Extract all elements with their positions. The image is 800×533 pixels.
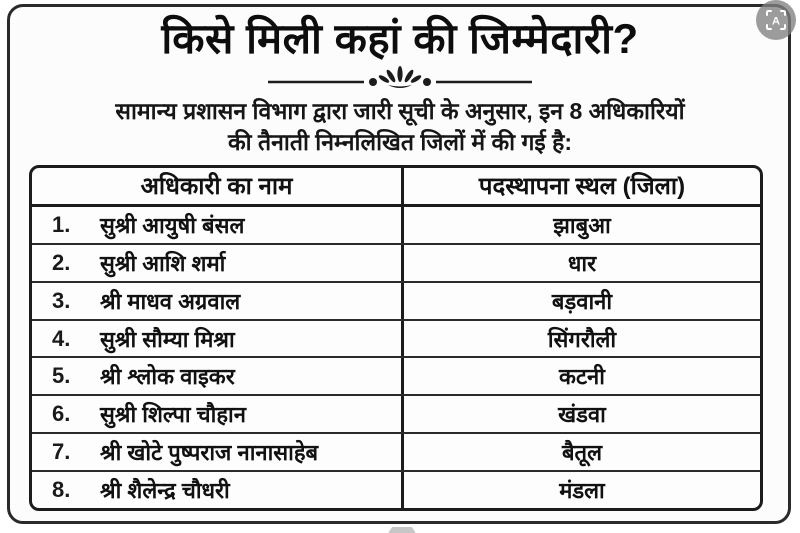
officer-cell	[32, 283, 404, 319]
officer-cell	[32, 245, 404, 281]
row-number: 8.	[52, 477, 71, 503]
table-row	[32, 434, 760, 472]
district-cell: झाबुआ	[553, 212, 611, 238]
ornament-divider	[0, 66, 800, 92]
officer-name: सुश्री सौम्या मिश्रा	[100, 326, 235, 352]
text-select-button[interactable]	[756, 0, 796, 40]
officer-name: श्री खोटे पुष्पराज नानासाहेब	[100, 440, 319, 466]
row-number: 3.	[52, 287, 71, 313]
header-posting-place	[404, 168, 760, 204]
district-cell: मंडला	[559, 478, 605, 504]
table-row	[32, 283, 760, 321]
district-cell: बैतूल	[561, 440, 603, 466]
table-row	[32, 207, 760, 245]
officer-cell	[32, 434, 404, 470]
row-number: 1.	[52, 211, 71, 237]
officer-name: सुश्री शिल्पा चौहान	[100, 402, 246, 428]
row-number: 4.	[52, 325, 71, 351]
row-number: 7.	[52, 439, 71, 465]
table-row	[32, 245, 760, 283]
officer-name: श्री शैलेन्द्र चौधरी	[100, 478, 230, 504]
officer-cell	[32, 207, 404, 243]
text-select-icon	[765, 9, 787, 31]
text-select-letter: A	[772, 15, 780, 28]
row-number: 2.	[52, 249, 71, 275]
officer-name: श्री श्लोक वाइकर	[100, 364, 235, 390]
row-number: 6.	[52, 401, 71, 427]
officer-name: सुश्री आशि शर्मा	[100, 250, 226, 276]
row-number: 5.	[52, 363, 71, 389]
district-cell: बड़वानी	[551, 288, 613, 314]
officer-cell	[32, 358, 404, 394]
header-officer-name-label: अधिकारी का नाम	[140, 173, 293, 201]
district-cell: धार	[567, 250, 597, 276]
table-row	[32, 321, 760, 359]
officer-cell	[32, 396, 404, 432]
officer-cell	[32, 472, 404, 508]
table-row	[32, 472, 760, 508]
officer-name: श्री माधव अग्रवाल	[100, 288, 241, 314]
subtitle	[0, 96, 800, 158]
page-title: किसे मिली कहां की जिम्मेदारी?	[161, 15, 639, 62]
officer-cell	[32, 321, 404, 357]
district-cell: सिंगरौली	[547, 326, 617, 352]
table-row	[32, 358, 760, 396]
district-cell: खंडवा	[558, 402, 606, 428]
officers-table	[29, 165, 763, 511]
header-posting-place-label: पदस्थापना स्थल (जिला)	[478, 173, 686, 201]
floral-divider-icon	[260, 66, 540, 92]
officer-name: सुश्री आयुषी बंसल	[100, 212, 245, 238]
subtitle-line-2: की तैनाती निम्नलिखित जिलों में की गई है:	[228, 129, 572, 155]
cropped-ornament-remnant	[388, 527, 416, 533]
header-officer-name	[32, 168, 404, 204]
subtitle-line-1: सामान्य प्रशासन विभाग द्वारा जारी सूची के अनुसार, इन 8 अधिकारियों	[115, 98, 685, 124]
table-row	[32, 396, 760, 434]
district-cell: कटनी	[559, 364, 605, 390]
table-header-row	[32, 168, 760, 207]
